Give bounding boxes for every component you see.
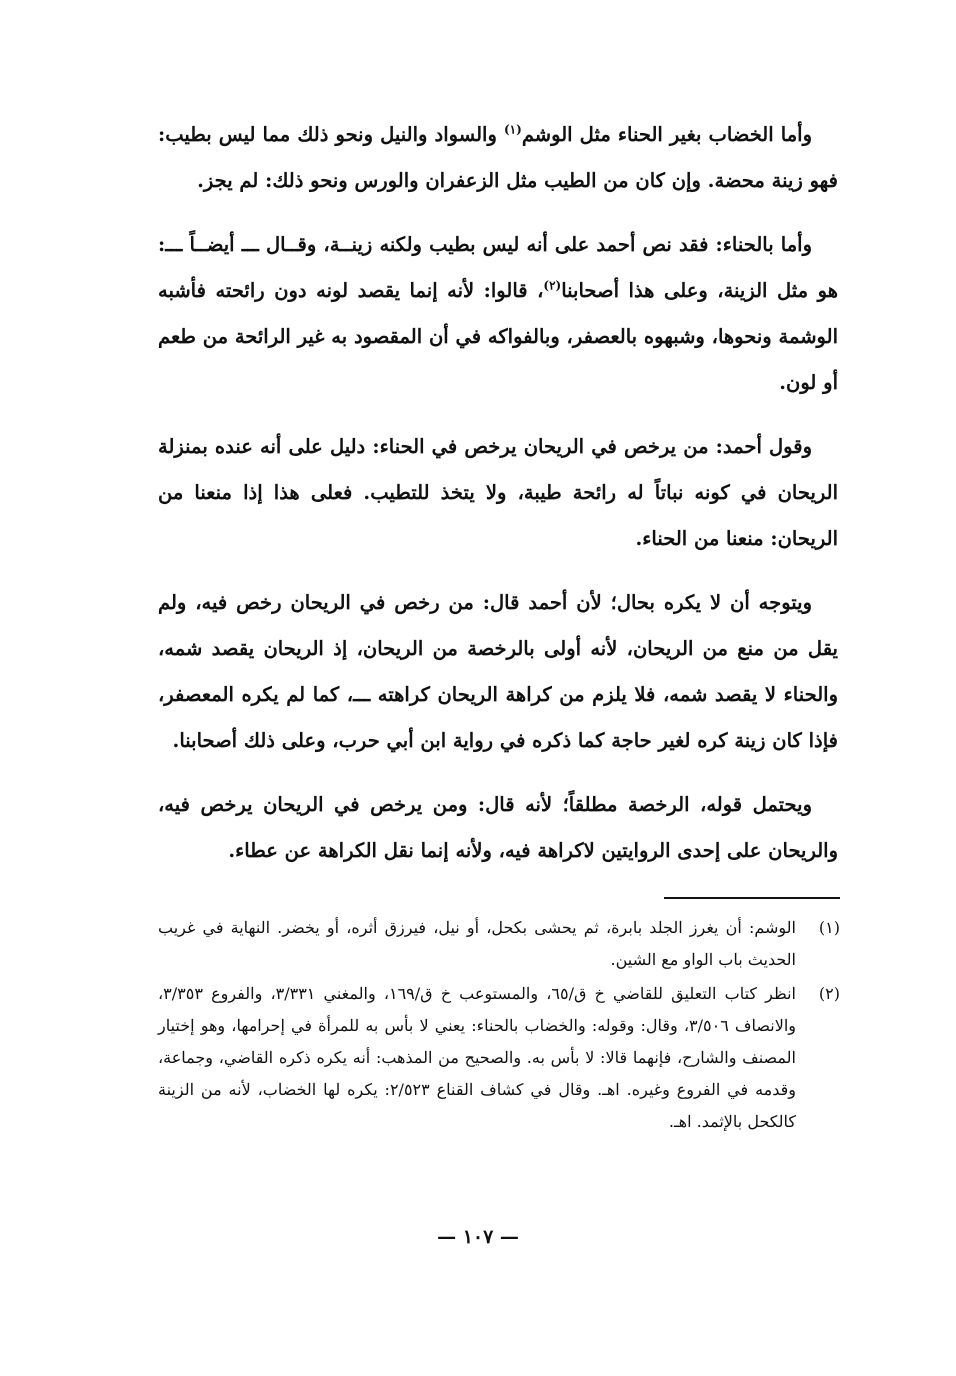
paragraph-5: [158, 782, 838, 874]
footnote-divider: [664, 897, 840, 899]
footnote-1-text: الوشم: أن يغرز الجلد بابرة، ثم يحشى بكحل، أو نيل، فيرزق أثره، أو يخضر. النهاية في غريب الحديث باب الواو مع الشين.: [158, 918, 796, 969]
paragraph-3: [158, 424, 838, 562]
page-number: — ١٠٧ —: [437, 1226, 519, 1248]
footnotes: [158, 912, 840, 1140]
paragraph-2-text-cont: ، قالوا: لأنه إنما يقصد لونه دون رائحته فأشبه الوشمة ونحوها، وشبهوه بالعصفر، وبالفواكه في أن المقصود به غير الرائحة من طعم أو لون.: [158, 279, 838, 394]
footnote-2-text: انظر كتاب التعليق للقاضي خ ق/٦٥، والمستوعب خ ق/١٦٩، والمغني ٣/٣٣١، والفروع ٣/٣٥٣، والانصاف ٣/٥٠٦، وقال: وقوله: والخضاب بالحناء: يعني لا بأس به للمرأة في إحرامها، وهو إختيار المصنف والشارح، فإنهما قالا: لا بأس به. والصحيح من المذهب: أنه يكره ذكره القاضي، وجماعة، وقدمه في الفروع وغيره. اهـ. وقال في كشاف القناع ٢/٥٢٣: يكره لها الخضاب، لأنه من الزينة كالكحل بالإثمد. اهـ.: [158, 984, 797, 1131]
paragraph-4: [158, 580, 838, 764]
paragraph-2: [158, 222, 838, 406]
paragraph-2-text: وأما بالحناء: فقد نص أحمد على أنه ليس بطيب ولكنه زينــة، وقــال ـــ أيضــاً ـــ: هو مثل الزينة، وعلى هذا أصحابنا: [158, 233, 838, 302]
footnote-ref-2[interactable]: (٢): [543, 278, 562, 293]
paragraph-4-text: ويتوجه أن لا يكره بحال؛ لأن أحمد قال: من رخص في الريحان رخص فيه، ولم يقل من منع من الريحان، لأنه أولى بالرخصة من الريحان، إذ الريحان يقصد شمه، والحناء لا يقصد شمه، فلا يلزم من كراهة الريحان كراهته ـــ، كما لم يكره المعصفر، فإذا كان زينة كره لغير حاجة كما ذكره في رواية ابن أبي حرب، وعلى ذلك أصحابنا.: [158, 591, 838, 752]
paragraph-1: [158, 112, 838, 204]
footnote-1: [158, 912, 840, 976]
footnote-2-number: (٢): [818, 984, 840, 1003]
paragraph-5-text: ويحتمل قوله، الرخصة مطلقاً؛ لأنه قال: ومن يرخص في الريحان يرخص فيه، والريحان على إحدى الروايتين لاكراهة فيه، ولأنه إنما نقل الكراهة عن عطاء.: [158, 793, 838, 862]
paragraph-1-text-cont: والسواد والنيل ونحو ذلك مما ليس بطيب: فهو زينة محضة. وإن كان من الطيب مثل الزعفران والورس ونحو ذلك: لم يجز.: [158, 123, 838, 192]
footnote-2: [158, 978, 840, 1138]
paragraph-3-text: وقول أحمد: من يرخص في الريحان يرخص في الحناء: دليل على أنه عنده بمنزلة الريحان في كونه نباتاً له رائحة طيبة، ولا يتخذ للتطيب. فعلى هذا إذا منعنا من الريحان: منعنا من الحناء.: [158, 435, 838, 550]
main-text: [158, 112, 838, 892]
footnote-ref-1[interactable]: (١): [503, 122, 522, 137]
footnote-1-number: (١): [818, 918, 840, 937]
paragraph-1-text: وأما الخضاب بغير الحناء مثل الوشم: [521, 123, 812, 146]
